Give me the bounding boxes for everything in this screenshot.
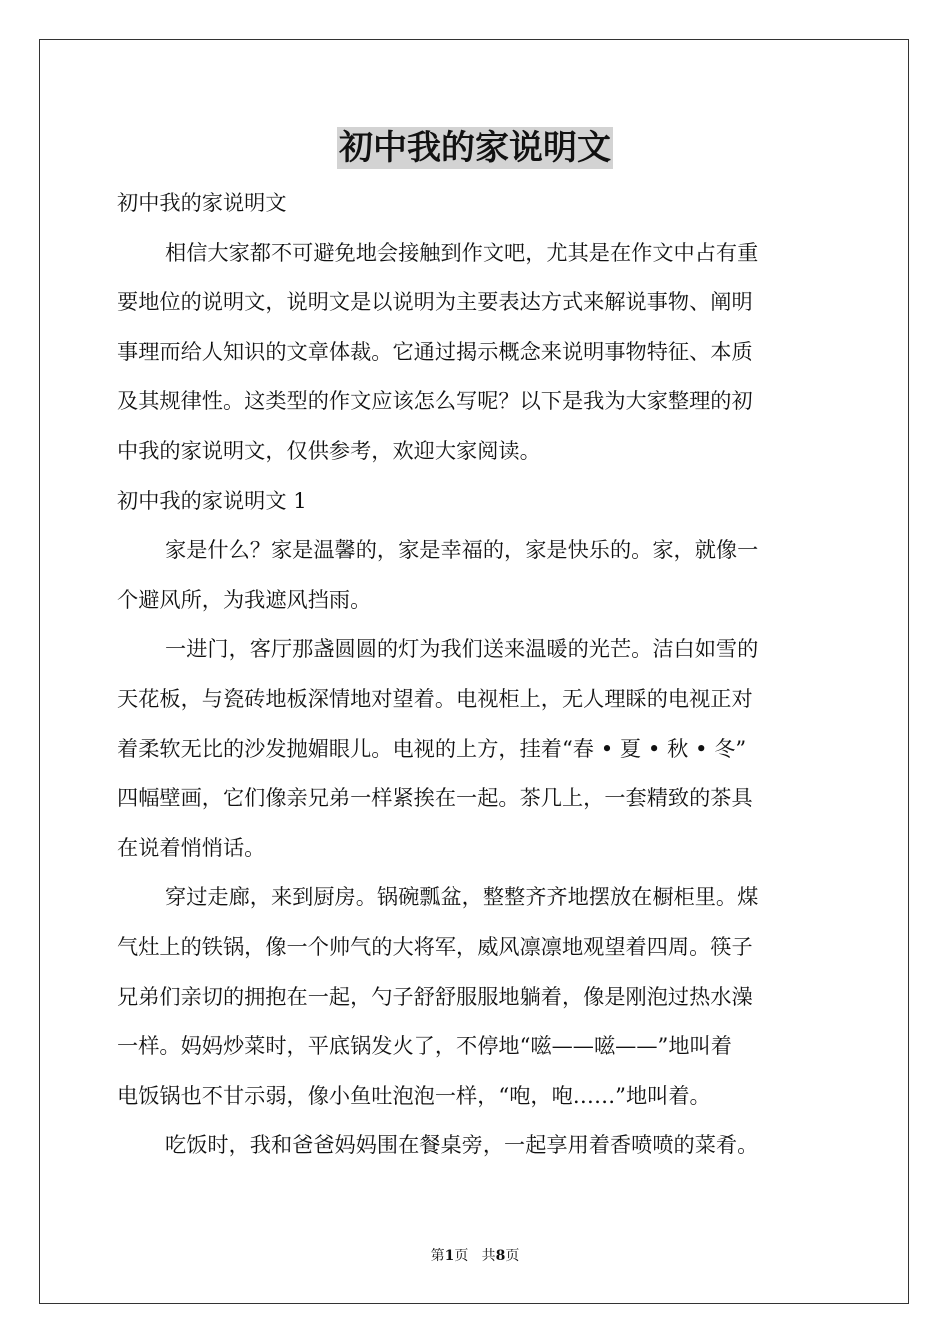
paragraph-line: 天花板，与瓷砖地板深情地对望着。电视柜上，无人理睬的电视正对 bbox=[117, 685, 753, 711]
total-prefix: 共 bbox=[481, 1248, 496, 1264]
paragraph-line: 着柔软无比的沙发抛媚眼儿。电视的上方，挂着“春 • 夏 • 秋 • 冬” bbox=[117, 735, 747, 761]
paragraph-4 bbox=[117, 1120, 833, 1170]
paragraph-line: 气灶上的铁锅，像一个帅气的大将军，威风凛凛地观望着四周。筷子 bbox=[117, 933, 753, 959]
intro-line: 事理而给人知识的文章体裁。它通过揭示概念来说明事物特征、本质 bbox=[117, 338, 753, 364]
paragraph-1 bbox=[117, 525, 833, 624]
intro-paragraph bbox=[117, 228, 833, 476]
document-title: 初中我的家说明文 bbox=[339, 128, 611, 168]
paragraph-line: 四幅壁画，它们像亲兄弟一样紧挨在一起。茶几上，一套精致的茶具 bbox=[117, 785, 753, 811]
title-container bbox=[0, 127, 950, 169]
paragraph-line: 一样。妈妈炒菜时，平底锅发火了，不停地“嗞——嗞——”地叫着 bbox=[117, 1033, 732, 1059]
paragraph-2 bbox=[117, 624, 833, 872]
document-body bbox=[117, 178, 833, 1170]
total-suffix: 页 bbox=[505, 1248, 520, 1264]
paragraph-line: 吃饭时，我和爸爸妈妈围在餐桌旁，一起享用着香喷喷的菜肴。 bbox=[165, 1132, 759, 1158]
page-suffix: 页 bbox=[454, 1248, 469, 1264]
paragraph-line: 兄弟们亲切的拥抱在一起，勺子舒舒服服地躺着，像是刚泡过热水澡 bbox=[117, 983, 753, 1009]
page-prefix: 第 bbox=[430, 1248, 445, 1264]
subtitle: 初中我的家说明文 bbox=[117, 190, 287, 215]
intro-line: 及其规律性。这类型的作文应该怎么写呢？以下是我为大家整理的初 bbox=[117, 388, 753, 414]
paragraph-line: 家是什么？家是温馨的，家是幸福的，家是快乐的。家，就像一 bbox=[165, 537, 759, 563]
paragraph-line: 个避风所，为我遮风挡雨。 bbox=[117, 586, 372, 612]
paragraph-line: 穿过走廊，来到厨房。锅碗瓢盆，整整齐齐地摆放在橱柜里。煤 bbox=[165, 884, 759, 910]
total-pages: 8 bbox=[495, 1248, 506, 1264]
paragraph-3 bbox=[117, 872, 833, 1120]
intro-line: 相信大家都不可避免地会接触到作文吧，尤其是在作文中占有重 bbox=[165, 239, 759, 265]
page-footer bbox=[0, 1247, 950, 1265]
intro-line: 中我的家说明文，仅供参考，欢迎大家阅读。 bbox=[117, 437, 541, 463]
page-number: 1 bbox=[444, 1248, 455, 1264]
paragraph-line: 电饭锅也不甘示弱，像小鱼吐泡泡一样，“咆，咆……”地叫着。 bbox=[117, 1082, 711, 1108]
paragraph-line: 一进门，客厅那盏圆圆的灯为我们送来温暖的光芒。洁白如雪的 bbox=[165, 636, 759, 662]
section-heading: 初中我的家说明文 1 bbox=[117, 487, 307, 513]
intro-line: 要地位的说明文，说明文是以说明为主要表达方式来解说事物、阐明 bbox=[117, 289, 753, 315]
paragraph-line: 在说着悄悄话。 bbox=[117, 834, 266, 860]
